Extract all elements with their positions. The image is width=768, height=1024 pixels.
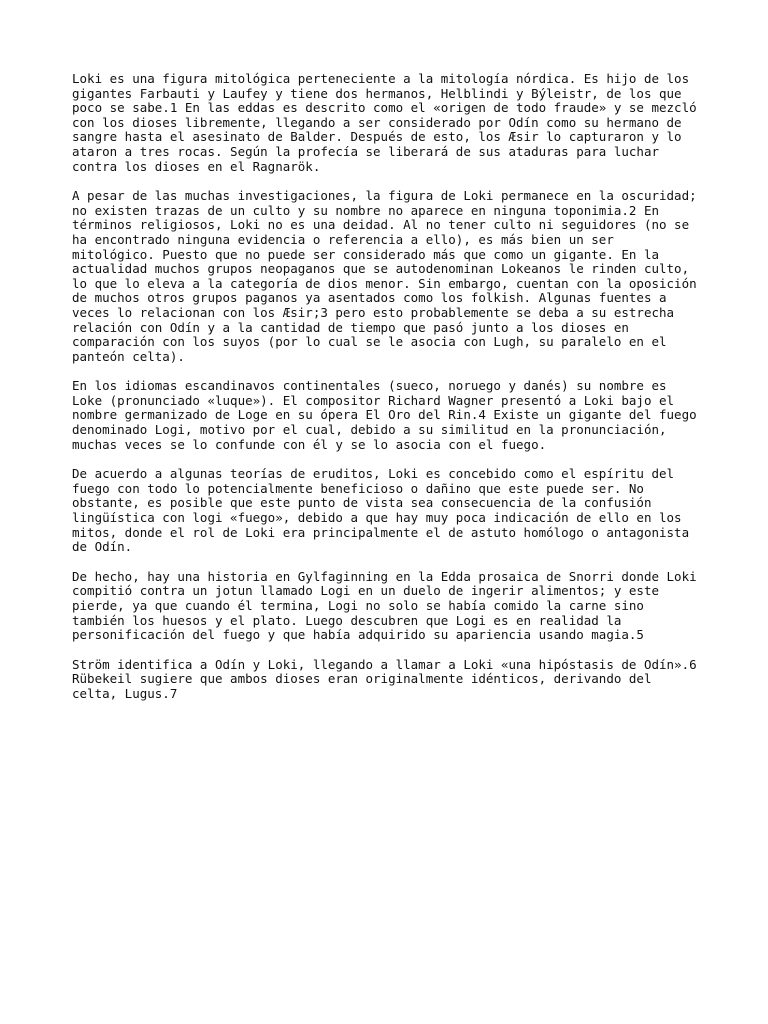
paragraph-1: Loki es una figura mitológica perteneciente a la mitología nórdica. Es hijo de los gigantes Farbauti y Laufey y tiene dos hermanos, Helblindi y Býleistr, de los que poco se sabe.1 En las eddas es descrito como el «origen de todo fraude» y se mezcló con los dioses libremente, llegando a ser considerado por Odín como su hermano de sangre hasta el asesinato de Balder. Después de esto, los Æsir lo capturaron y lo ataron a tres rocas. Según la profecía se liberará de sus ataduras para luchar contra los dioses en el Ragnarök. <box>72 71 697 174</box>
paragraph-5: De hecho, hay una historia en Gylfaginning en la Edda prosaica de Snorri donde Loki compitió contra un jotun llamado Logi en un duelo de ingerir alimentos; y este pierde, ya que cuando él termina, Logi no solo se había comido la carne sino también los huesos y el plato. Luego descubren que Logi es en realidad la personificación del fuego y que había adquirido su apariencia usando magia.5 <box>72 568 697 643</box>
paragraph-4: De acuerdo a algunas teorías de eruditos, Loki es concebido como el espíritu del fuego con todo lo potencialmente beneficioso o dañino que este puede ser. No obstante, es posible que este punto de vista sea consecuencia de la confusión lingüística con logi «fuego», debido a que hay muy poca indicación de ello en los mitos, donde el rol de Loki era principalmente el de astuto homólogo o antagonista de Odín. <box>72 466 690 555</box>
paragraph-3: En los idiomas escandinavos continentales (sueco, noruego y danés) su nombre es Loke (pronunciado «luque»). El compositor Richard Wagner presentó a Loki bajo el nombre germanizado de Loge en su ópera El Oro del Rin.4 Existe un gigante del fuego denominado Logi, motivo por el cual, debido a su similitud en la pronunciación, muchas veces se lo confunde con él y se lo asocia con el fuego. <box>72 378 697 452</box>
paragraph-2: A pesar de las muchas investigaciones, la figura de Loki permanece en la oscuridad; no existen trazas de un culto y su nombre no aparece en ninguna toponimia.2 En términos religiosos, Loki no es una deidad. Al no tener culto ni seguidores (no se ha encontrado ninguna evidencia o referencia a ello), es más bien un ser mitológico. Puesto que no puede ser considerado más que como un gigante. En la actualidad muchos grupos neopaganos que se autodenominan Lokeanos le rinden culto, lo que lo eleva a la categoría de dios menor. Sin embargo, cuentan con la oposición de muchos otros grupos paganos ya asentados como los folkish. Algunas fuentes a veces lo relacionan con los Æsir;3 pero esto probablemente se deba a su estrecha relación con Odín y a la cantidad de tiempo que pasó junto a los dioses en comparación con los suyos (por lo cual se le asocia con Lugh, su paralelo en el panteón celta). <box>72 188 697 364</box>
paragraph-6: Ström identifica a Odín y Loki, llegando a llamar a Loki «una hipóstasis de Odín».6 Rübekeil sugiere que ambos dioses eran originalmente idénticos, derivando del celta, Lugus.7 <box>72 656 697 701</box>
document-body <box>72 72 712 717</box>
